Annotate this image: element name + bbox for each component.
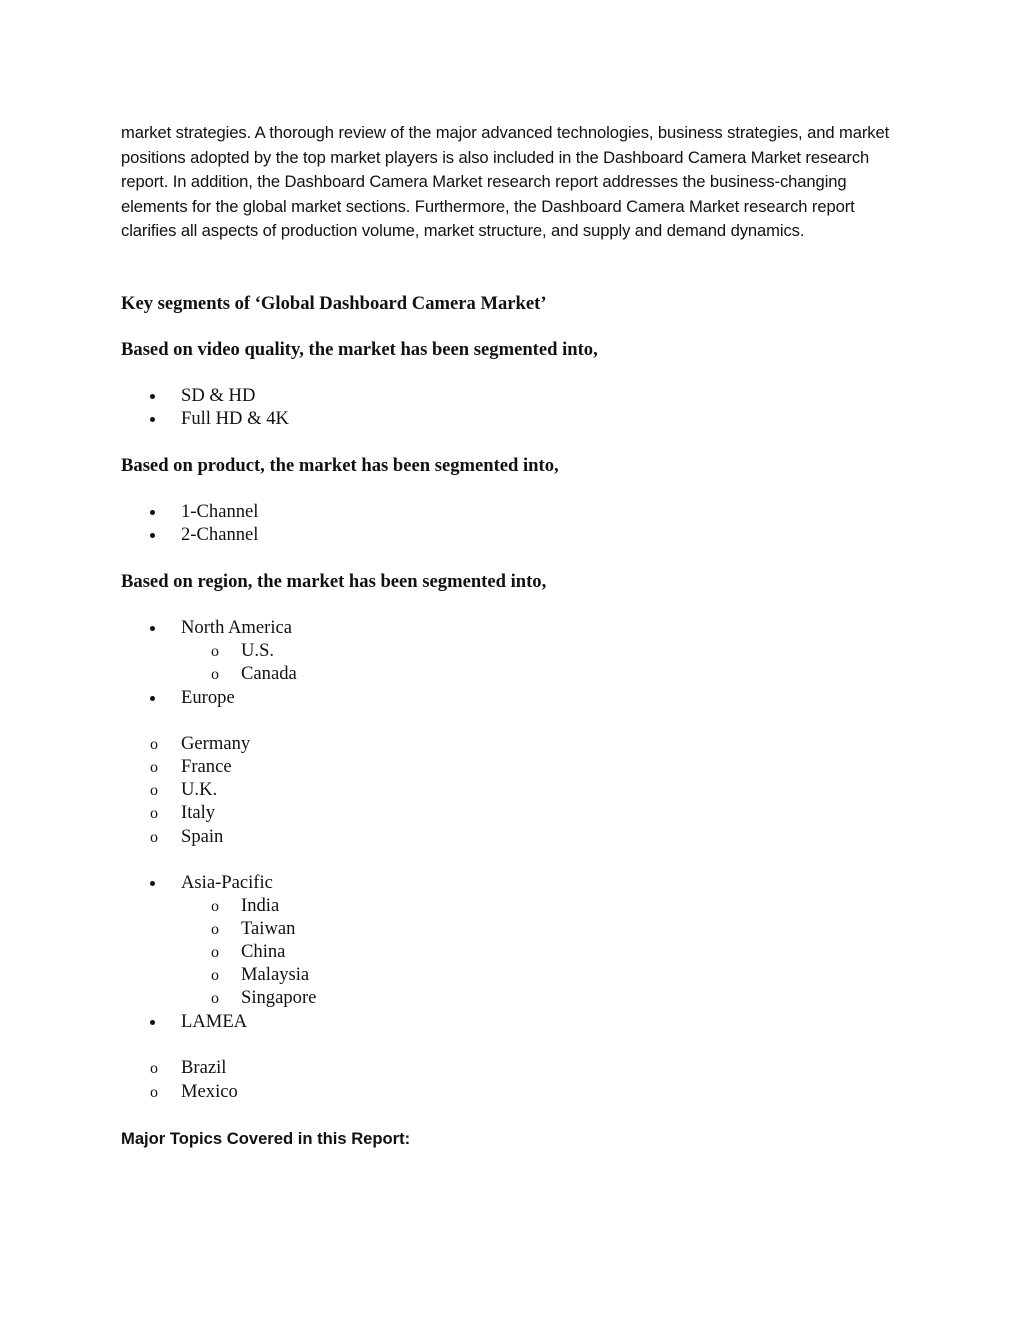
country-label: Malaysia (241, 964, 310, 985)
circle-bullet-icon: o (150, 1084, 158, 1101)
circle-bullet-icon: o (211, 967, 219, 984)
country-label: Canada (241, 663, 297, 684)
country-label: Singapore (241, 987, 317, 1008)
circle-bullet-icon: o (211, 990, 219, 1007)
region-label: LAMEA (181, 1011, 248, 1032)
key-segments-heading: Key segments of ‘Global Dashboard Camera Market’ (121, 293, 547, 314)
circle-bullet-icon: o (211, 643, 219, 660)
country-label: Mexico (181, 1081, 238, 1102)
product-heading: Based on product, the market has been segmented into, (121, 455, 559, 476)
circle-bullet-icon: o (150, 805, 158, 822)
country-label: Spain (181, 826, 224, 847)
region-heading: Based on region, the market has been segmented into, (121, 571, 547, 592)
circle-bullet-icon: o (150, 1060, 158, 1077)
major-topics-heading: Major Topics Covered in this Report: (121, 1129, 411, 1148)
list-item-label: 1-Channel (181, 501, 259, 522)
circle-bullet-icon: o (211, 944, 219, 961)
circle-bullet-icon: o (150, 782, 158, 799)
list-item-label: Full HD & 4K (181, 408, 289, 429)
circle-bullet-icon: o (211, 921, 219, 938)
circle-bullet-icon: o (211, 666, 219, 683)
region-label: Europe (181, 687, 235, 708)
region-label: Asia-Pacific (181, 872, 273, 893)
country-label: India (241, 895, 280, 916)
circle-bullet-icon: o (211, 898, 219, 915)
country-label: France (181, 756, 232, 777)
video-quality-heading: Based on video quality, the market has been segmented into, (121, 339, 598, 360)
country-label: China (241, 941, 286, 962)
region-label: North America (181, 617, 293, 638)
country-label: Italy (181, 802, 216, 823)
country-label: Brazil (181, 1057, 227, 1078)
circle-bullet-icon: o (150, 759, 158, 776)
country-label: Germany (181, 733, 251, 754)
intro-paragraph: market strategies. A thorough review of the major advanced technologies, business strategies, and market positions adopted by the top market players is also included in the Dashboard Camera Market research report. In addition, the Dashboard Camera Market research report addresses the business-changing elements for the global market sections. Furthermore, the Dashboard Camera Market research report clarifies all aspects of production volume, market structure, and supply and demand dynamics. (121, 123, 890, 241)
country-label: U.S. (241, 640, 275, 661)
list-item-label: 2-Channel (181, 524, 259, 545)
country-label: Taiwan (241, 918, 296, 939)
list-item-label: SD & HD (181, 385, 256, 406)
circle-bullet-icon: o (150, 736, 158, 753)
country-label: U.K. (181, 779, 218, 800)
circle-bullet-icon: o (150, 829, 158, 846)
